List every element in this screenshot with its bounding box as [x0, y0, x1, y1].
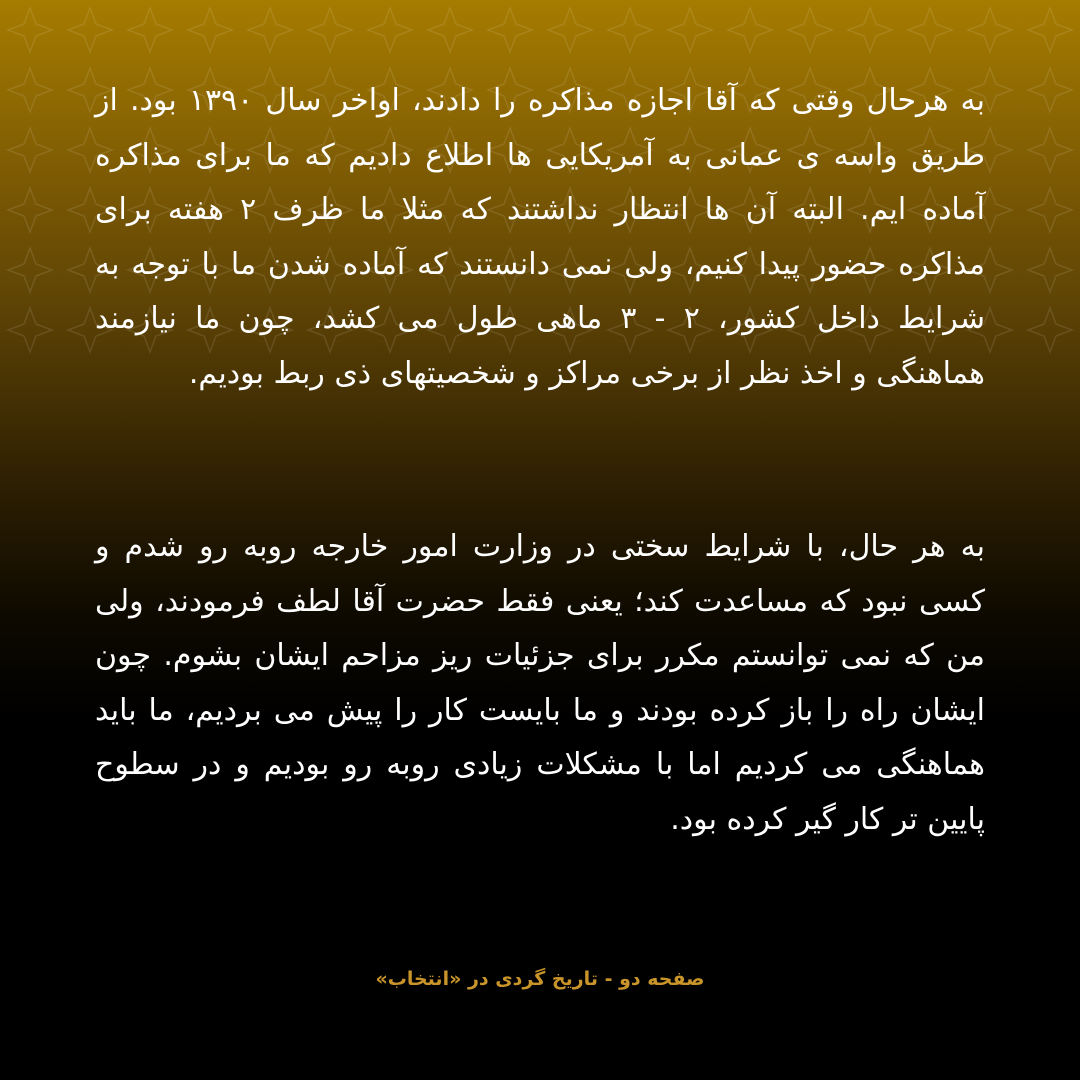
paragraph-2: به هر حال، با شرایط سختی در وزارت امور خارجه روبه رو شدم و کسی نبود که مساعدت کند؛ یعنی فقط حضرت آقا لطف فرمودند، ولی من که نمی توانستم مکرر برای جزئیات ریز مزاحم ایشان بشوم. چون ایشان راه را باز کرده بودند و ما بایست کار را پیش می بردیم، ما باید هماهنگی می کردیم اما با مشکلات زیادی روبه رو بودیم و در سطوح پایین تر کار گیر کرده بود. — [95, 529, 985, 837]
footer-caption: صفحه دو - تاریخ گردی در «انتخاب» — [375, 968, 705, 990]
paragraph-1: به هرحال وقتی که آقا اجازه مذاکره را دادند، اواخر سال ۱۳۹۰ بود. از طریق واسه ی عمانی به آمریکایی ها اطلاع دادیم که ما برای مذاکره آماده ایم. البته آن ها انتظار نداشتند که مثلا ما ظرف ۲ هفته برای مذاکره حضور پیدا کنیم، ولی نمی دانستند که آماده شدن ما با توجه به شرایط داخل کشور، ۲ - ۳ ماهی طول می کشد، چون ما نیازمند هماهنگی و اخذ نظر از برخی مراکز و شخصیتهای ذی ربط بودیم. — [95, 83, 985, 391]
